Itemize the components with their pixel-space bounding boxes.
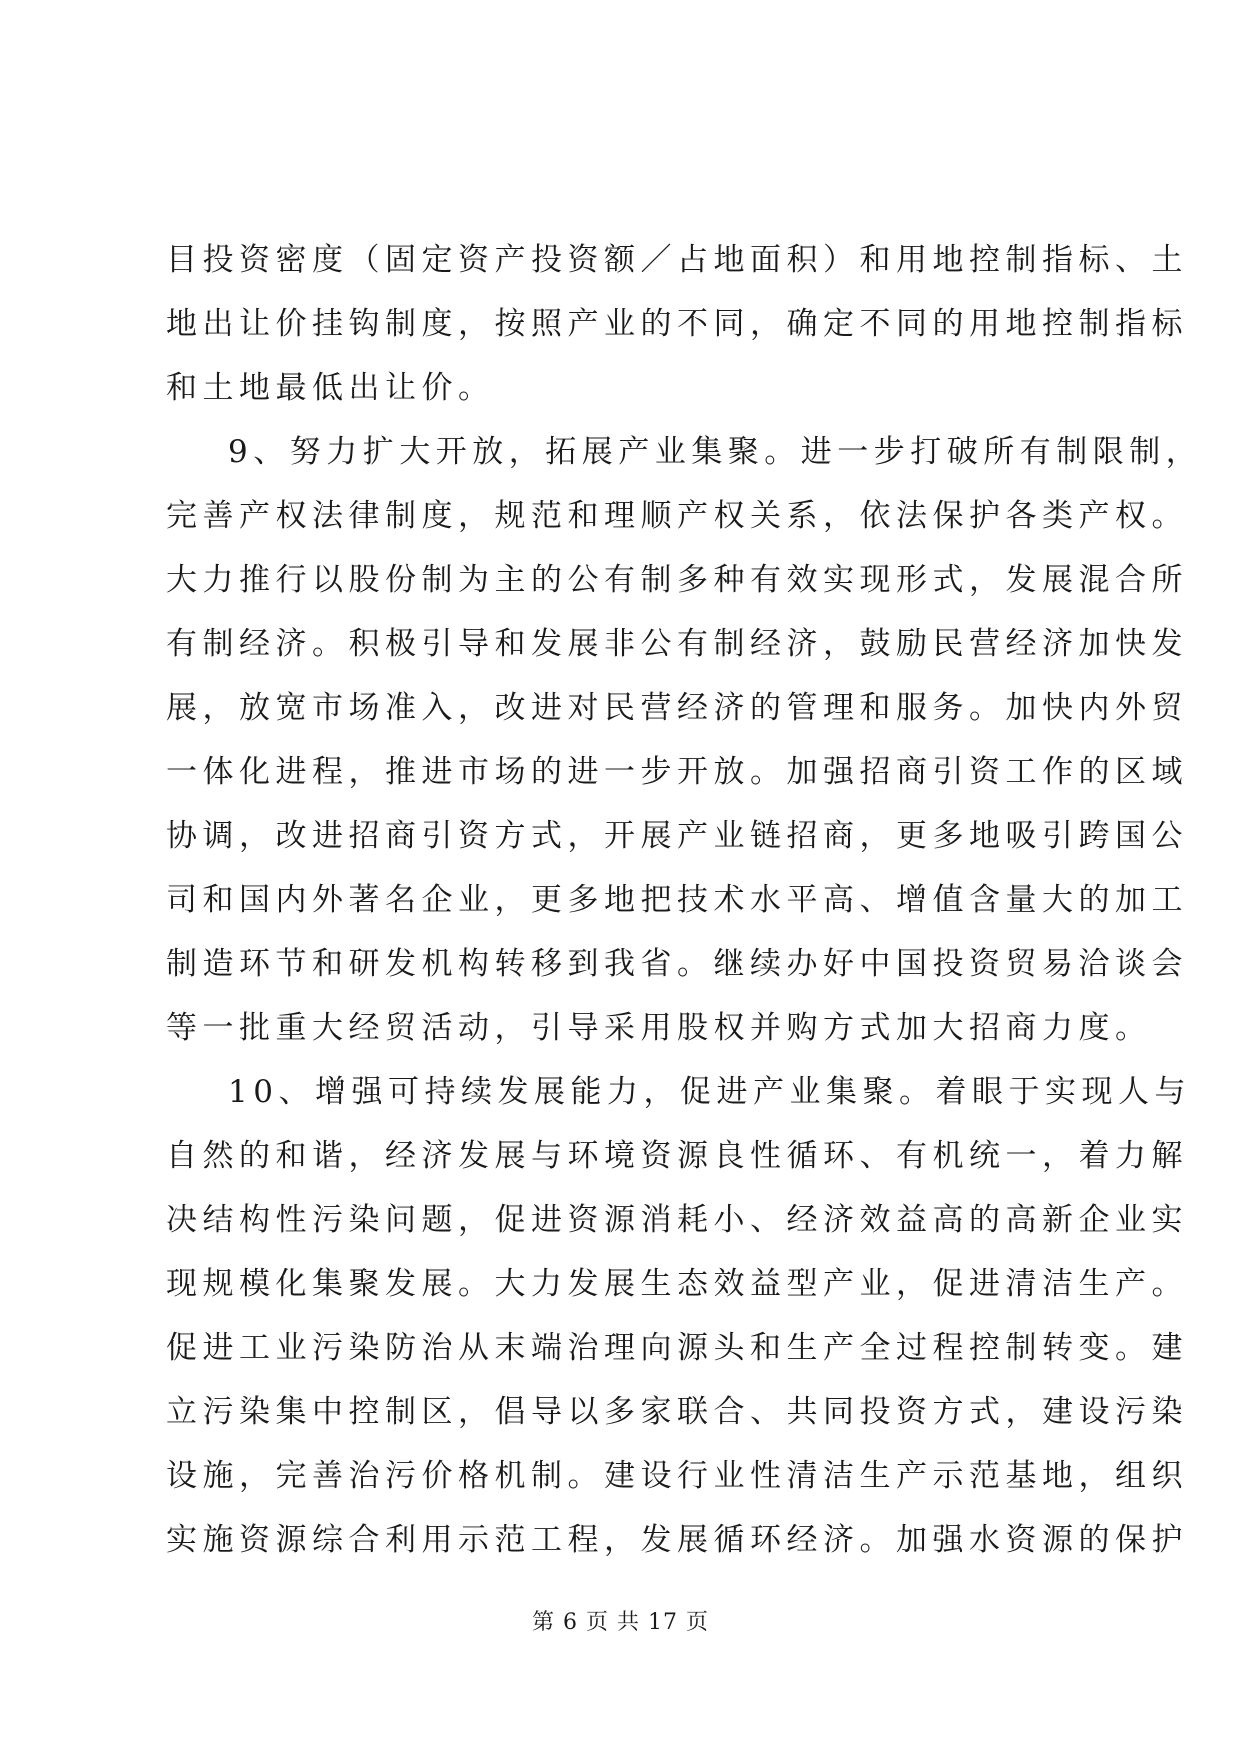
text-line: 立污染集中控制区，倡导以多家联合、共同投资方式，建设污染 <box>166 1394 1188 1430</box>
text-line: 目投资密度（固定资产投资额／占地面积）和用地控制指标、土 <box>166 242 1188 278</box>
text-line: 司和国内外著名企业，更多地把技术水平高、增值含量大的加工 <box>166 882 1188 918</box>
text-line: 促进工业污染防治从末端治理向源头和生产全过程控制转变。建 <box>166 1330 1188 1366</box>
text-line: 协调，改进招商引资方式，开展产业链招商，更多地吸引跨国公 <box>166 818 1188 854</box>
body-text <box>166 228 1203 1572</box>
text-line: 有制经济。积极引导和发展非公有制经济，鼓励民营经济加快发 <box>166 626 1188 662</box>
text-line: 展，放宽市场准入，改进对民营经济的管理和服务。加快内外贸 <box>166 690 1188 726</box>
text-line: 完善产权法律制度，规范和理顺产权关系，依法保护各类产权。 <box>166 498 1188 534</box>
text-line: 制造环节和研发机构转移到我省。继续办好中国投资贸易洽谈会 <box>166 946 1188 982</box>
paragraph-10-first-line: 10、增强可持续发展能力，促进产业集聚。着眼于实现人与 <box>228 1074 1191 1110</box>
text-line: 等一批重大经贸活动，引导采用股权并购方式加大招商力度。 <box>166 1010 1152 1046</box>
text-line: 一体化进程，推进市场的进一步开放。加强招商引资工作的区域 <box>166 754 1188 790</box>
paragraph-9-first-line: 9、努力扩大开放，拓展产业集聚。进一步打破所有制限制， <box>228 434 1203 470</box>
text-line: 实施资源综合利用示范工程，发展循环经济。加强水资源的保护 <box>166 1522 1188 1558</box>
text-line: 设施，完善治污价格机制。建设行业性清洁生产示范基地，组织 <box>166 1458 1188 1494</box>
text-line: 和土地最低出让价。 <box>166 370 495 406</box>
text-line: 地出让价挂钩制度，按照产业的不同，确定不同的用地控制指标 <box>166 306 1188 342</box>
text-line: 现规模化集聚发展。大力发展生态效益型产业，促进清洁生产。 <box>166 1266 1188 1302</box>
text-line: 大力推行以股份制为主的公有制多种有效实现形式，发展混合所 <box>166 562 1188 598</box>
text-line: 决结构性污染问题，促进资源消耗小、经济效益高的高新企业实 <box>166 1202 1188 1238</box>
text-line: 自然的和谐，经济发展与环境资源良性循环、有机统一，着力解 <box>166 1138 1188 1174</box>
page-number-footer: 第 6 页 共 17 页 <box>532 1610 709 1635</box>
